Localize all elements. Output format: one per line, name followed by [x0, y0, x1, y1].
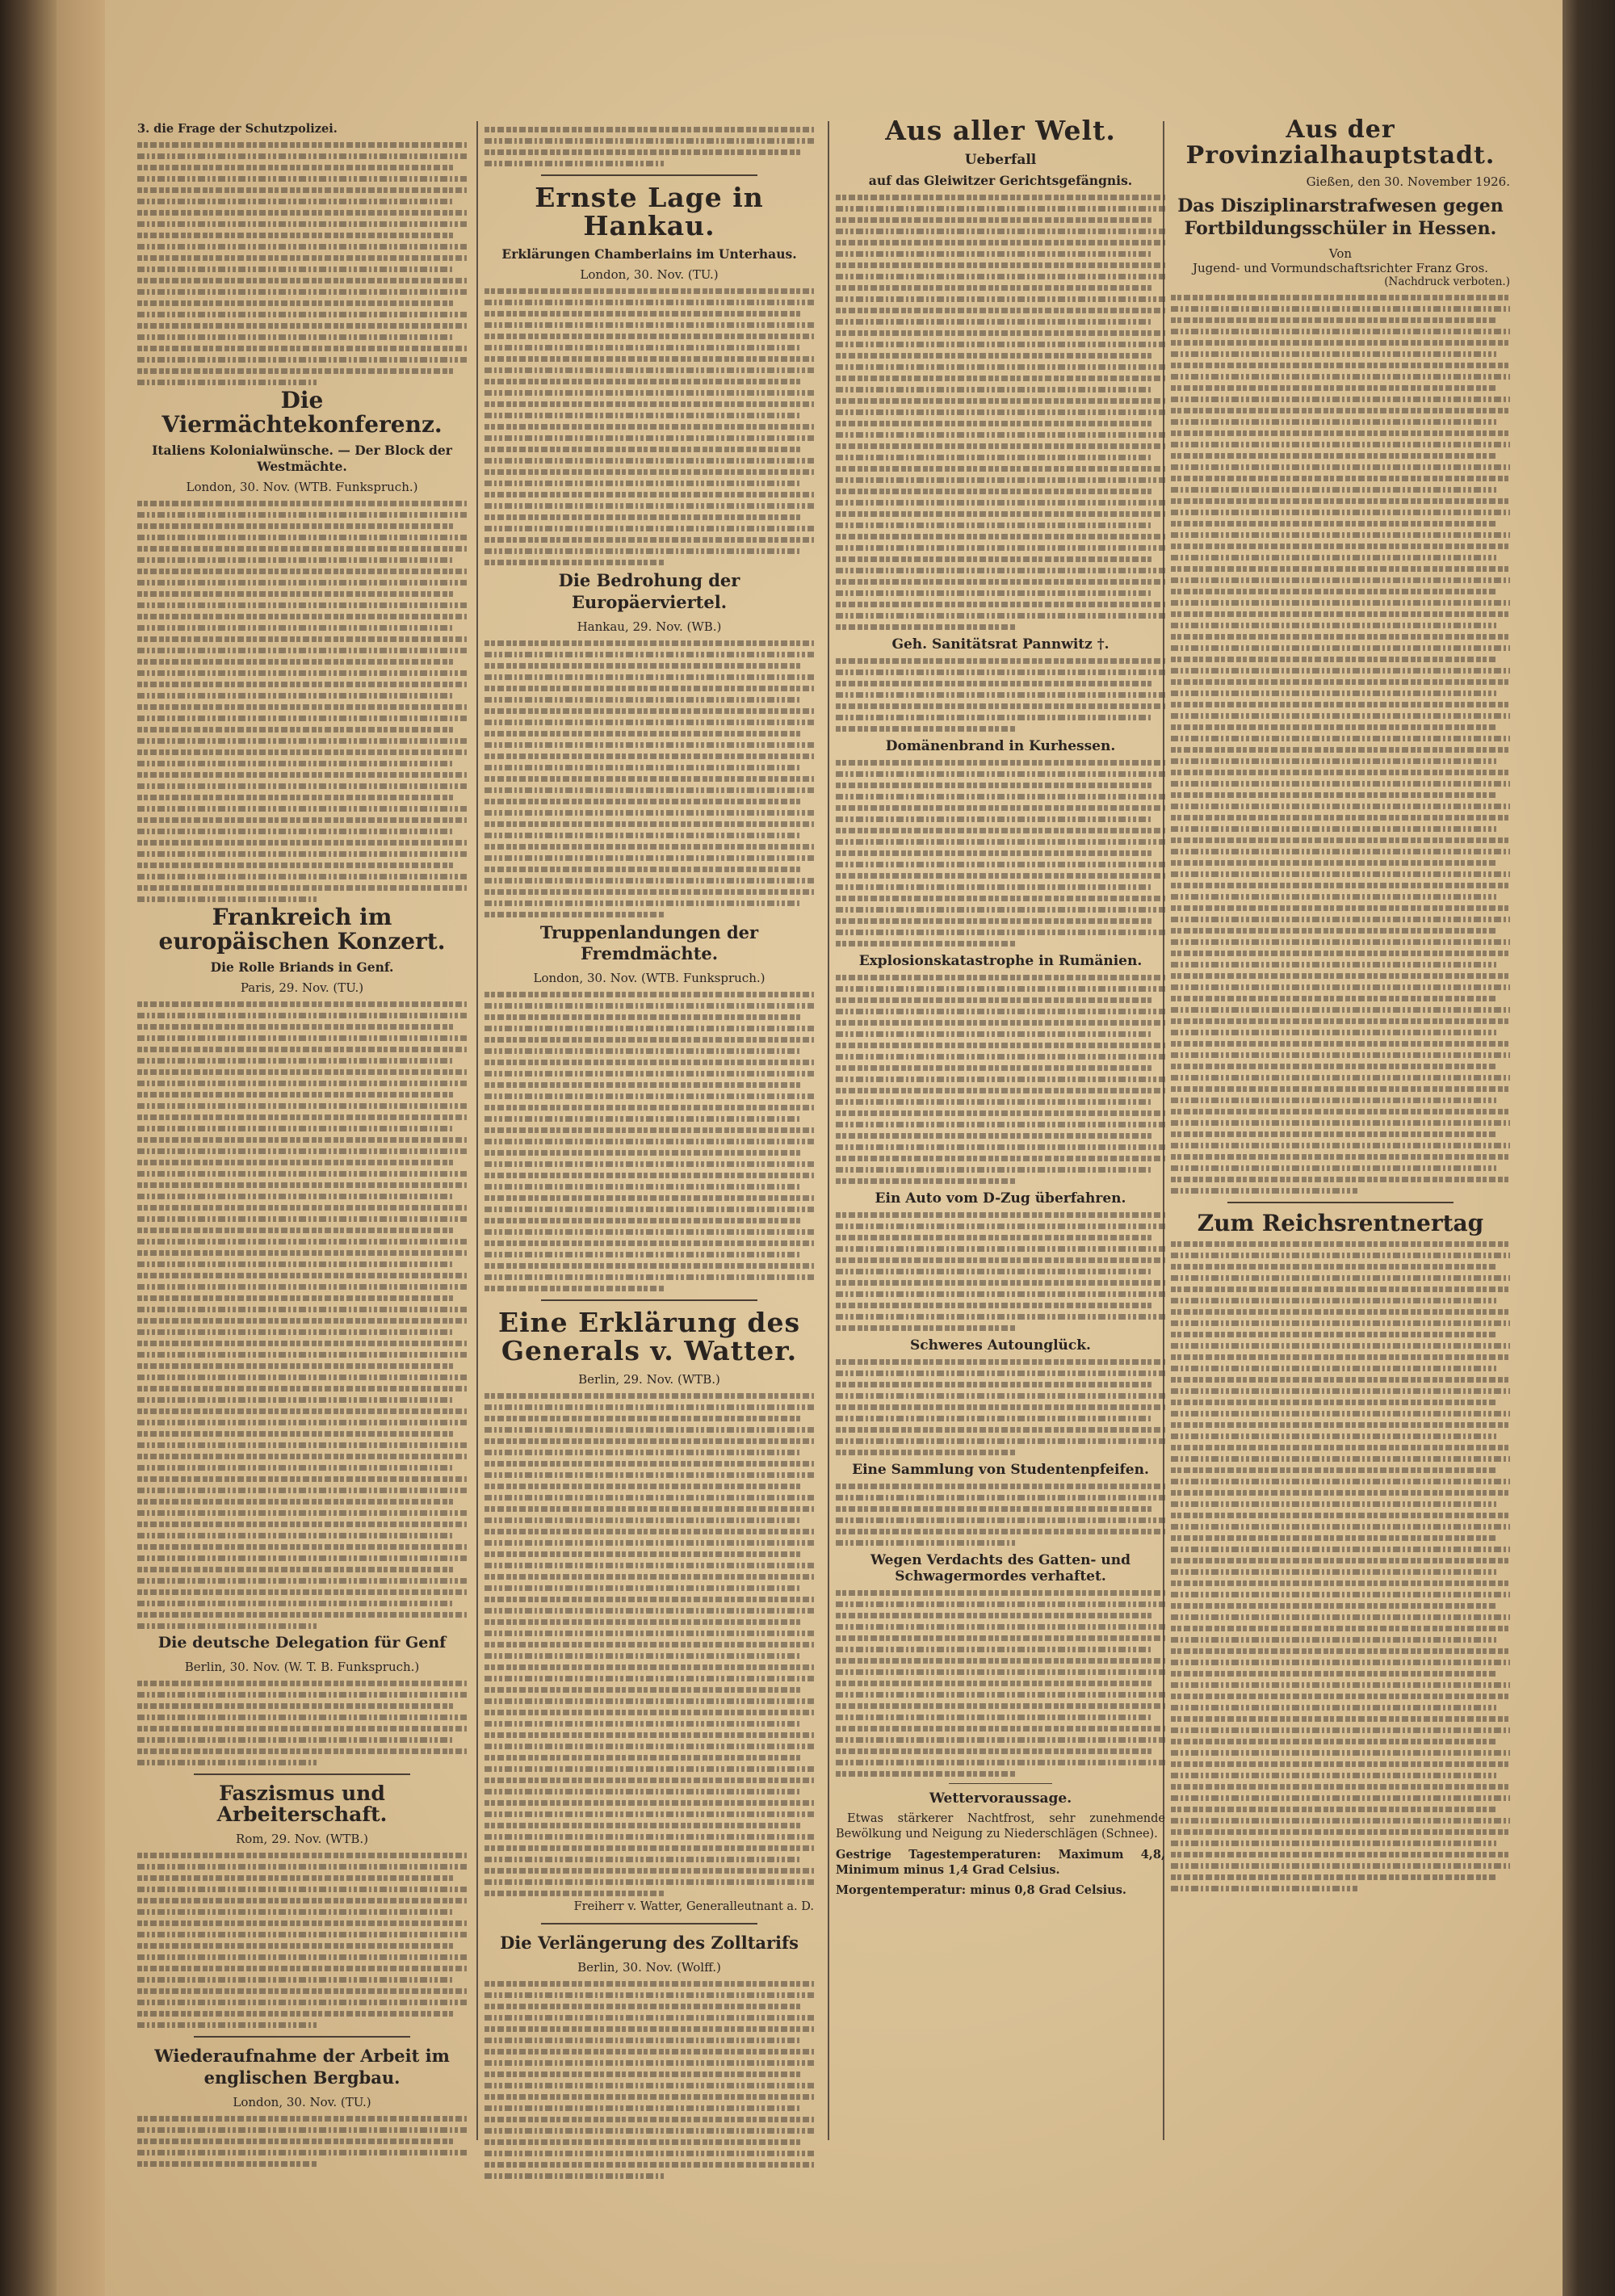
dateline: Berlin, 30. Nov. (Wolff.): [577, 1960, 721, 1975]
article-text: [137, 2116, 467, 2167]
divider: [541, 1923, 757, 1925]
article-text: [484, 288, 814, 565]
headline-reichsrentnertag: Zum Reichsrentnertag: [1197, 1210, 1484, 1236]
headline-viermaechtekonferenz: Die Viermächtekonferenz.: [162, 387, 443, 438]
article-text: [484, 640, 814, 917]
weather-forecast: Etwas stärkerer Nachtfrost, sehr zunehmende Bewölkung und Neigung zu Niederschlägen (Schnee).: [836, 1811, 1165, 1841]
headline-delegation-genf: Die deutsche Delegation für Genf: [157, 1634, 447, 1652]
headline-pannwitz: Geh. Sanitätsrat Pannwitz †.: [891, 636, 1110, 653]
weather-temps: Gestrige Tagestemperaturen: Maximum 4,8, Minimum minus 1,4 Grad Celsius.: [836, 1848, 1165, 1878]
column-1: [137, 121, 467, 2170]
column-4: [1171, 117, 1510, 1895]
divider: [194, 2036, 410, 2038]
subheadline: auf das Gleiwitzer Gerichtsgefängnis.: [868, 172, 1133, 188]
signature: Freiherr v. Watter, Generalleutnant a. D.: [573, 1899, 814, 1913]
article-text: [137, 501, 467, 902]
page-gutter: [57, 0, 105, 2296]
headline-explosion: Explosionskatastrophe in Rumänien.: [858, 952, 1143, 969]
headline-gattenmord: Wegen Verdachts des Gatten- und Schwagermordes verhaftet.: [870, 1551, 1131, 1585]
article-text: [836, 195, 1165, 630]
nachdruck-note: (Nachdruck verboten.): [1384, 275, 1510, 288]
article-text: [137, 142, 467, 385]
headline-zolltarif: Die Verlängerung des Zolltarifs: [500, 1932, 799, 1953]
subheadline: Italiens Kolonialwünsche. — Der Block der Westmächte.: [152, 442, 452, 475]
dateline: London, 30. Nov. (TU.): [580, 267, 719, 283]
divider: [1227, 1202, 1454, 1203]
book-spine: [0, 0, 57, 2296]
column-2: [484, 121, 814, 2182]
subheadline: Erklärungen Chamberlains im Unterhaus.: [501, 246, 797, 262]
article-text: [836, 1590, 1165, 1777]
headline-domaenenbrand: Domänenbrand in Kurhessen.: [885, 737, 1116, 754]
dateline: London, 30. Nov. (TU.): [233, 2094, 371, 2109]
headline-faszismus: Faszismus und Arbeiterschaft.: [216, 1781, 388, 1827]
headline-autounglueck: Schweres Autounglück.: [910, 1337, 1091, 1354]
headline-truppenlandungen: Truppenlandungen der Fremdmächte.: [539, 921, 759, 964]
article-text: [836, 975, 1165, 1184]
dateline: Rom, 29. Nov. (WTB.): [235, 1832, 368, 1847]
dateline: Berlin, 29. Nov. (WTB.): [578, 1371, 720, 1387]
article-text: [137, 1853, 467, 2028]
divider: [949, 1783, 1052, 1784]
article-text: [137, 1681, 467, 1765]
dateline: Gießen, den 30. November 1926.: [1306, 174, 1510, 189]
section-title-provinzialhauptstadt: Aus der Provinzialhauptstadt.: [1185, 115, 1495, 170]
headline-wetter: Wettervoraussage.: [929, 1790, 1072, 1807]
dateline: London, 30. Nov. (WTB. Funkspruch.): [186, 480, 418, 495]
article-text: [484, 992, 814, 1291]
article-text: [836, 1484, 1165, 1546]
article-text: [836, 760, 1165, 947]
headline-watter: Eine Erklärung des Generals v. Watter.: [497, 1307, 801, 1367]
article-text: [836, 1359, 1165, 1455]
intro-item: 3. die Frage der Schutzpolizei.: [137, 122, 338, 136]
headline-dzug: Ein Auto vom D-Zug überfahren.: [875, 1190, 1126, 1207]
headline-ueberfall: Ueberfall: [964, 151, 1037, 168]
article-text: [137, 1001, 467, 1629]
subheadline: Die Rolle Briands in Genf.: [210, 959, 394, 975]
divider: [541, 1299, 757, 1301]
byline: Jugend- und Vormundschaftsrichter Franz Gros.: [1192, 261, 1489, 275]
headline-bergbau: Wiederaufnahme der Arbeit im englischen Bergbau.: [154, 2046, 450, 2088]
byline-von: Von: [1328, 246, 1353, 261]
article-text: [484, 127, 814, 166]
column-3: [836, 117, 1165, 1903]
divider: [541, 174, 757, 176]
headline-studentenpfeifen: Eine Sammlung von Studentenpfeifen.: [852, 1461, 1149, 1478]
headline-bedrohung: Die Bedrohung der Europäerviertel.: [558, 570, 740, 612]
article-text: [1171, 295, 1510, 1194]
dateline: Paris, 29. Nov. (TU.): [240, 980, 364, 996]
article-text: [836, 658, 1165, 732]
column-rule: [476, 121, 478, 2140]
next-page-edge: [1563, 0, 1615, 2296]
section-title-aus-aller-welt: Aus aller Welt.: [885, 115, 1116, 146]
headline-disziplinarstrafwesen: Das Disziplinarstrafwesen gegen Fortbildungsschüler in Hessen.: [1177, 195, 1504, 239]
article-text: [484, 1393, 814, 1896]
article-text: [484, 1981, 814, 2179]
article-text: [836, 1212, 1165, 1331]
headline-frankreich: Frankreich im europäischen Konzert.: [158, 904, 446, 955]
dateline: London, 30. Nov. (WTB. Funkspruch.): [533, 971, 766, 986]
headline-hankau: Ernste Lage in Hankau.: [535, 182, 764, 241]
column-rule: [828, 121, 829, 2140]
dateline: Berlin, 30. Nov. (W. T. B. Funkspruch.): [184, 1659, 420, 1674]
dateline: Hankau, 29. Nov. (WB.): [577, 619, 722, 634]
weather-morning: Morgentemperatur: minus 0,8 Grad Celsius.: [836, 1883, 1126, 1898]
divider: [194, 1773, 410, 1775]
article-text: [1171, 1241, 1510, 1891]
